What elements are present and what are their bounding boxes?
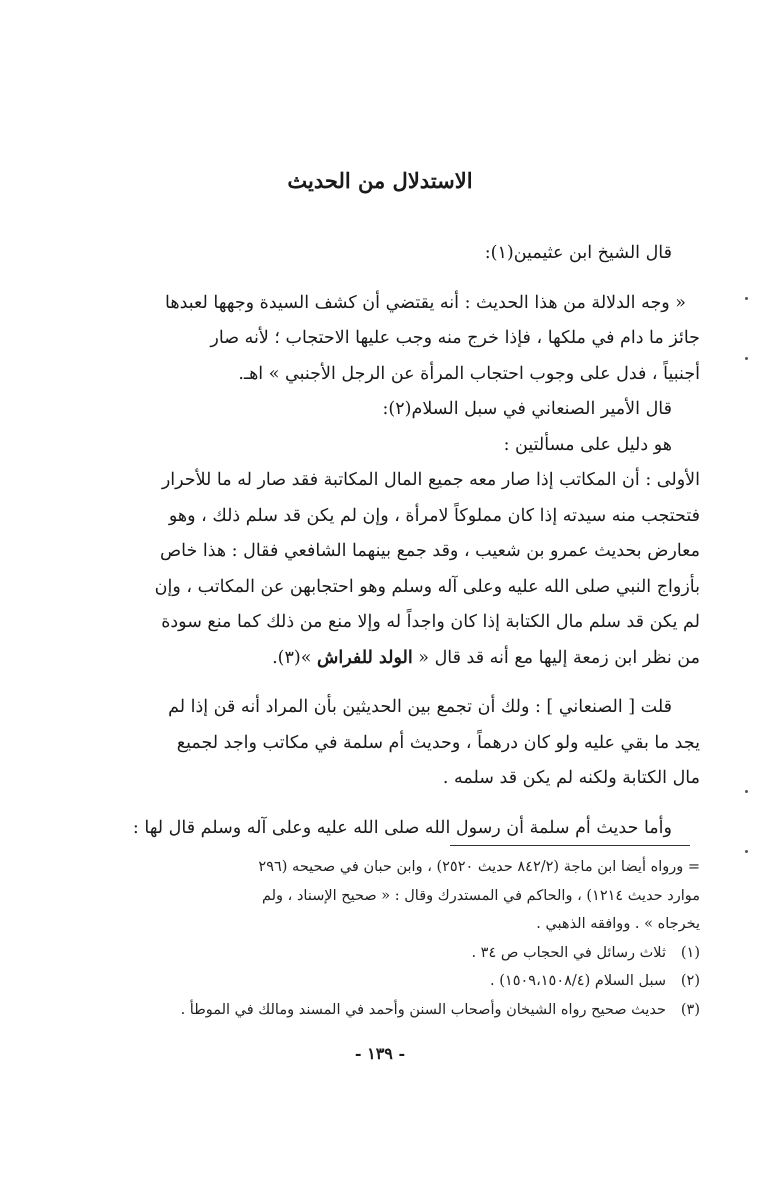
text-line: معارض بحديث عمرو بن شعيب ، وقد جمع بينهما الشافعي فقال : هذا خاص	[159, 541, 700, 561]
scan-speck	[745, 297, 748, 300]
text-line: هو دليل على مسألتين :	[503, 434, 672, 455]
text-line: يجد ما بقي عليه ولو كان درهماً ، وحديث أم سلمة في مكاتب واجد لجميع	[176, 732, 700, 753]
footnote-continuation-line: = ورواه أيضا ابن ماجة (٨٤٢/٢ حديث ٢٥٢٠) ، وابن حبان في صحيحه (٢٩٦	[258, 859, 700, 875]
footnote-text: سبل السلام (١٥٠٩،١٥٠٨/٤) .	[490, 973, 666, 989]
scan-speck	[745, 790, 748, 793]
text-line: لم يكن قد سلم مال الكتابة إذا كان واجداً له وإلا منع من ذلك كما منع سودة	[161, 612, 700, 632]
text-line: مال الكتابة ولكنه لم يكن قد سلمه .	[442, 768, 700, 788]
footnote-number: (٢)	[680, 973, 700, 989]
footnotes	[96, 853, 700, 1024]
text-line: أجنبياً ، فدل على وجوب احتجاب المرأة عن الرجل الأجنبي » اهـ.	[238, 363, 700, 384]
text-line	[88, 641, 700, 677]
text-line: جائز ما دام في ملكها ، فإذا خرج منه وجب عليها الاحتجاب ؛ لأنه صار	[210, 328, 700, 348]
text-line-end: »(٣).	[272, 647, 312, 668]
text-line: قال الأمير الصنعاني في سبل السلام(٢):	[382, 399, 672, 419]
footnote-1	[96, 939, 700, 968]
text-line: قلت [ الصنعاني ] : ولك أن تجمع بين الحديثين بأن المراد أنه قن إذا لم	[168, 697, 672, 717]
footnote-text: حديث صحيح رواه الشيخان وأصحاب السنن وأحمد في المسند ومالك في الموطأ .	[180, 1001, 666, 1018]
footnote-text: ثلاث رسائل في الحجاب ص ٣٤ .	[471, 944, 666, 961]
text-line-start: من نظر ابن زمعة إليها مع أنه قد قال «	[418, 647, 700, 668]
text-line: وأما حديث أم سلمة أن رسول الله صلى الله عليه وعلى آله وسلم قال لها :	[132, 817, 672, 838]
footnote-continuation-line: يخرجاه » . ووافقه الذهبي .	[536, 916, 700, 932]
footnote-number: (١)	[680, 944, 700, 961]
page-number: - ١٣٩ -	[354, 1044, 406, 1063]
main-text	[88, 236, 700, 846]
scan-speck	[745, 850, 748, 853]
footnote-number: (٣)	[680, 1001, 700, 1018]
text-line: فتحتجب منه سيدته إذا كان مملوكاً لامرأة ، وإن لم يكن قد سلم ذلك ، وهو	[168, 505, 700, 526]
footnote-3	[96, 996, 700, 1025]
text-line: « وجه الدلالة من هذا الحديث : أنه يقتضي أن كشف السيدة وجهها لعبدها	[165, 292, 686, 313]
footnote-divider	[450, 845, 690, 846]
footnote-continuation-line: موارد حديث ١٢١٤) ، والحاكم في المستدرك وقال : « صحيح الإسناد ، ولم	[261, 887, 700, 904]
footnote-2	[96, 967, 700, 996]
text-line: بأزواج النبي صلى الله عليه وعلى آله وسلم وهو احتجابهن عن المكاتب ، وإن	[154, 576, 700, 597]
scan-speck	[745, 357, 748, 360]
text-line: الأولى : أن المكاتب إذا صار معه جميع المال المكاتبة فقد صار له ما للأحرار	[161, 470, 700, 490]
text-line: قال الشيخ ابن عثيمين(١):	[484, 243, 672, 263]
hadith-quote: الولد للفراش	[317, 647, 413, 668]
section-heading: الاستدلال من الحديث	[287, 168, 473, 193]
